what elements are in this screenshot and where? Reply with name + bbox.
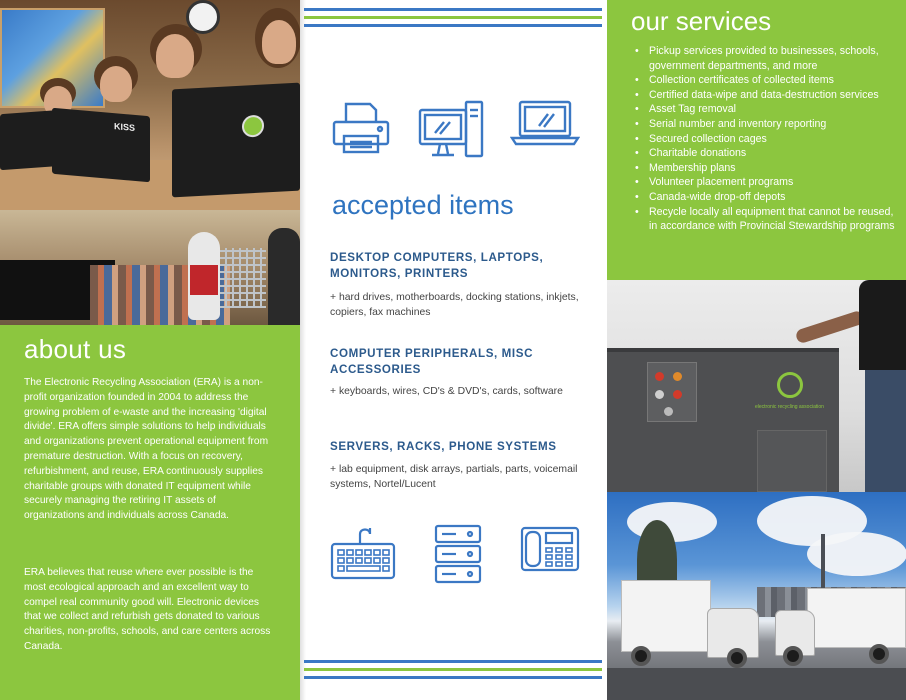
category-heading-1: DESKTOP COMPUTERS, LAPTOPS, MONITORS, PRINTERS	[330, 251, 544, 280]
truck-wheel-icon	[727, 648, 747, 668]
student-face	[262, 20, 296, 64]
service-item: • Secured collection cages	[633, 132, 895, 147]
orange-button-icon	[673, 372, 682, 381]
middle-panel	[300, 0, 607, 700]
accepted-items-heading: accepted items	[332, 190, 514, 220]
student-face	[100, 66, 132, 102]
desktop-computer-icon	[418, 100, 484, 158]
phone-system-icon	[520, 524, 580, 572]
service-item: • Charitable donations	[633, 146, 895, 161]
service-item: • Asset Tag removal	[633, 102, 895, 117]
about-us-heading: about us	[24, 334, 127, 364]
laptop-icon	[510, 100, 580, 146]
grey-button-icon	[655, 390, 664, 399]
service-item: • Volunteer placement programs	[633, 175, 895, 190]
service-item: • Canada-wide drop-off depots	[633, 190, 895, 205]
presenter	[268, 228, 300, 325]
our-services-heading: our services	[631, 6, 772, 36]
hardware-icons-row	[330, 524, 580, 586]
truck-wheel-icon	[783, 646, 803, 666]
service-item: • Recycle locally all equipment that cannot be reused, in accordance with Provincial Stewardship programs	[633, 205, 895, 234]
right-panel	[607, 0, 906, 700]
service-item: • Certified data-wipe and data-destruction services	[633, 88, 895, 103]
server-rack-icon	[434, 524, 482, 586]
collection-cage	[218, 248, 266, 308]
student-face	[156, 34, 194, 78]
truck-cargo-box	[621, 580, 711, 652]
laptop	[52, 108, 150, 183]
trucks-skyline-photo	[607, 492, 906, 700]
knob-icon	[664, 407, 673, 416]
about-paragraph-2: ERA believes that reuse where ever possible is the most ecological approach and an excellent way to compel real community good will. Electronic devices that we collect and refurbish gets donated to various charities, non-profits, schools, and care centers across Canada.	[24, 567, 271, 652]
truck-wheel-icon	[631, 646, 651, 666]
truck-cargo-box	[807, 588, 906, 648]
laptop-sticker: KISS	[114, 121, 136, 133]
about-paragraph-1: The Electronic Recycling Association (ERA) is a non-profit organization founded in 2004 to address the growing problem of e-waste and the increasing 'digital divide'. ERA offers simple solutions to help individuals and organizations prevent operational equipment from premature destruction. With a focus on recovery, refurbishment, and reuse, ERA continuously supplies charitable groups with donated IT equipment while securely managing the retiring IT assets of organizations and individuals across Canada.	[24, 377, 269, 522]
top-stripes	[304, 8, 602, 32]
service-item: • Pickup services provided to businesses, schools, government departments, and more	[633, 44, 895, 73]
left-panel	[0, 0, 300, 700]
category-heading-2: COMPUTER PERIPHERALS, MISC ACCESSORIES	[330, 347, 534, 376]
parking-lot	[607, 668, 906, 700]
service-item: • Membership plans	[633, 161, 895, 176]
services-list	[633, 44, 895, 234]
operator-torso	[859, 280, 906, 370]
machine-logo-text: electronic recycling association	[755, 404, 824, 410]
laptop	[172, 83, 300, 198]
classroom-photo	[0, 0, 300, 210]
mascot-shirt	[190, 265, 218, 295]
keyboard-icon	[330, 524, 396, 580]
mascot-event-photo	[0, 210, 300, 325]
services-box	[607, 0, 906, 280]
device-icons-row	[330, 100, 580, 158]
red-button-icon	[673, 390, 682, 399]
recycling-sticker-icon	[242, 115, 264, 138]
recycling-logo-icon	[777, 372, 803, 398]
operator-arm	[795, 310, 866, 345]
printer-icon	[330, 100, 392, 156]
bottom-stripes	[304, 660, 602, 684]
service-item: • Collection certificates of collected items	[633, 73, 895, 88]
operator-legs	[865, 370, 906, 492]
category-body-1: + hard drives, motherboards, docking stations, inkjets, copiers, fax machines	[330, 292, 579, 318]
data-destruction-machine-photo	[607, 280, 906, 492]
category-body-3: + lab equipment, disk arrays, partials, parts, voicemail systems, Nortel/Lucent	[330, 464, 578, 490]
red-button-icon	[655, 372, 664, 381]
category-heading-3: SERVERS, RACKS, PHONE SYSTEMS	[330, 440, 557, 453]
fold-shadow	[300, 0, 306, 700]
service-item: • Serial number and inventory reporting	[633, 117, 895, 132]
machine-door	[757, 430, 827, 492]
category-body-2: + keyboards, wires, CD's & DVD's, cards, software	[330, 386, 563, 397]
truck-wheel-icon	[869, 644, 889, 664]
